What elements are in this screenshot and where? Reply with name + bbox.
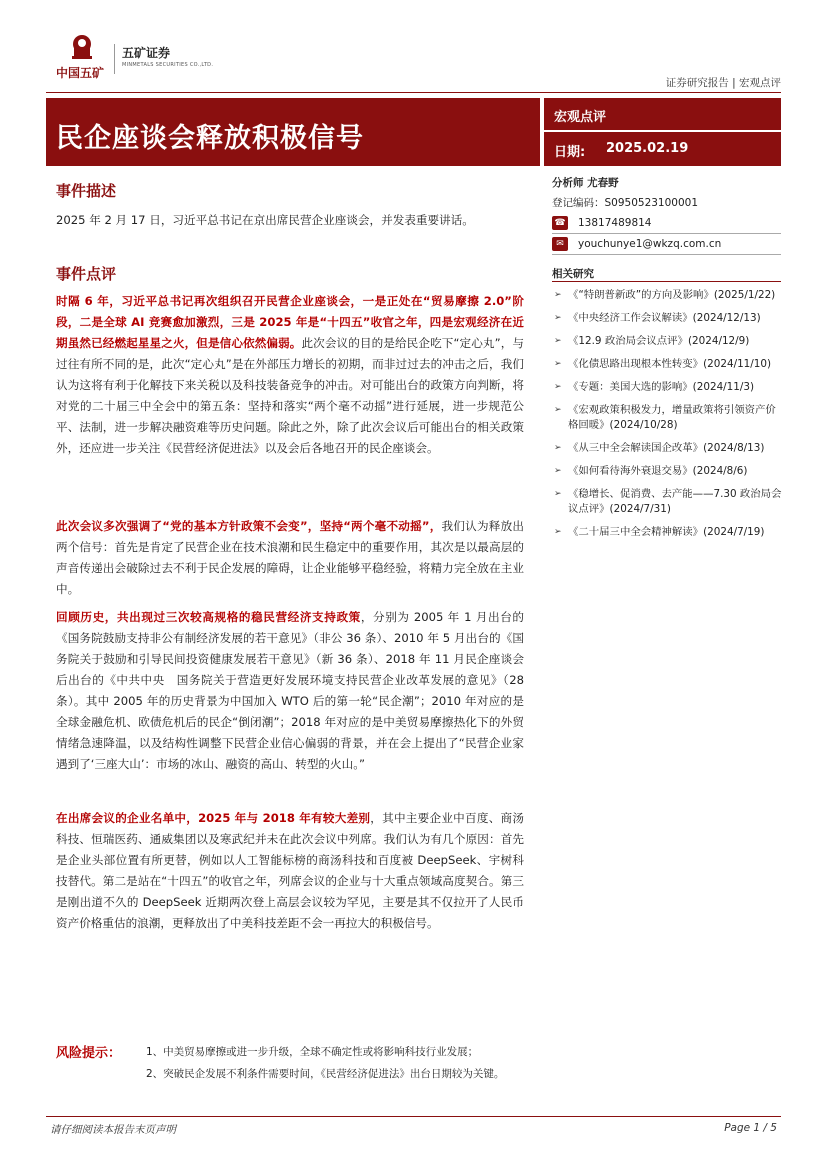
related-research-title: 相关研究 [552,268,594,280]
arrow-bullet-icon: ➢ [554,382,562,392]
risk-label: 风险提示： [56,1046,122,1061]
event-description-heading: 事件描述 [56,182,117,200]
date-label: 日期: [554,145,586,160]
related-item[interactable]: ➢ 《12.9 政治局会议点评》(2024/12/9) [554,335,750,347]
header-divider [46,92,781,93]
side-category: 宏观点评 [554,110,607,125]
arrow-bullet-icon: ➢ [554,489,562,499]
logo-company-name: 五矿证券 [122,46,171,60]
risk-item-1: 1、中美贸易摩擦或进一步升级，全球不确定性或将影响科技行业发展； [146,1046,479,1058]
title-band [46,98,540,166]
company-logo [52,34,212,84]
contact-divider [552,233,781,234]
report-title: 民企座谈会释放积极信号 [56,123,364,154]
analyst-email[interactable]: youchunye1@wkzq.com.cn [578,238,722,250]
arrow-bullet-icon: ➢ [554,359,562,369]
related-item[interactable]: ➢ 《专题：美国大选的影响》(2024/11/3) [554,381,755,393]
related-item[interactable]: ➢ 《宏观政策积极发力，增量政策将引领资产价格回暖》(2024/10/28) [554,404,776,431]
analyst-name: 分析师 尤春野 [552,177,619,189]
highlight-text: 此次会议多次强调了“党的基本方针政策不会变”，坚持“两个毫不动摇”， [56,519,442,533]
arrow-bullet-icon: ➢ [554,336,562,346]
logo-divider [114,44,115,74]
footer-disclaimer: 请仔细阅读本报告末页声明 [50,1124,176,1136]
comment-paragraph-4 [56,808,524,934]
event-description-text: 2025 年 2 月 17 日，习近平总书记在京出席民营企业座谈会，并发表重要讲话。 [56,213,474,227]
report-date: 2025.02.19 [606,141,689,156]
minmetals-emblem-icon [68,34,96,60]
side-category-band [544,98,781,130]
email-row [552,237,782,253]
logo-company-en: MINMETALS SECURITIES CO.,LTD. [122,62,214,68]
highlight-text: 在出席会议的企业名单中，2025 年与 2018 年有较大差别 [56,811,371,825]
arrow-bullet-icon: ➢ [554,290,562,300]
analyst-phone: 13817489814 [578,217,652,229]
contact-divider [552,254,781,255]
related-item[interactable]: ➢ 《如何看待海外衰退交易》(2024/8/6) [554,465,748,477]
phone-row [552,216,782,232]
related-item[interactable]: ➢ 《中央经济工作会议解读》(2024/12/13) [554,312,761,324]
highlight-text: 时隔 6 年，习近平总书记再次组织召开民营企业座谈会，一是正处在“贸易摩擦 2.0”阶段，二是全球 AI 竞赛愈加激烈，三是 2025 年是“十四五”收官之年，四是宏观经济在近期虽然已经燃起星星之火，但是信心依然偏弱。 [56,294,524,350]
email-icon: ✉ [552,237,568,251]
body-text: ，其中主要企业中百度、商汤科技、恒瑞医药、通威集团以及寒武纪并未在此次会议中列席。我们认为有几个原因：首先是企业头部位置有所更替，例如以人工智能标榜的商汤科技和百度被 DeepSeek、宇树科技替代。第二是站在“十四五”的收官之年，列席会议的企业与十大重点领域高度契合。第三是刚出道不久的 DeepSeek 近期两次登上高层会议较为罕见，主要是其不仅拉开了人民币资产价格重估的浪潮，更释放出了中美科技差距不会一再拉大的积极信号。 [56,811,524,930]
logo-group-name: 中国五矿 [56,66,105,80]
arrow-bullet-icon: ➢ [554,527,562,537]
related-item[interactable]: ➢ 《稳增长、促消费、去产能——7.30 政治局会议点评》(2024/7/31) [554,488,782,515]
phone-icon: ☎ [552,216,568,230]
side-date-band [544,132,781,166]
body-text: 我们认为释放出两个信号：首先是肯定了民营企业在技术浪潮和民生稳定中的重要作用，其次是以最高层的声音传递出会破除过去不利于民企发展的障碍，让企业能够平稳经验，将精力完全放在主业中。 [56,519,524,596]
related-research-divider [552,281,781,282]
arrow-bullet-icon: ➢ [554,443,562,453]
body-text: ，分别为 2005 年 1 月出台的《国务院鼓励支持非公有制经济发展的若干意见》（非公 36 条）、2010 年 5 月出台的《国务院关于鼓励和引导民间投资健康发展若干意见》（新 36 条）、2018 年 11 月民企座谈会后出台的《中共中央 国务院关于营造更好发展环境支持民营企业改革发展的意见》（28 条）。其中 2005 年的历史背景为中国加入 WTO 后的第一轮“民企潮”；2010 年对应的是全球金融危机、欧债危机后的民企“倒闭潮”；2018 年对应的是中美贸易摩擦热化下的外贸情绪急速降温，以及结构性调整下民营企业信心偏弱的背景，并在会上提出了“民营企业家遇到了‘三座大山’：市场的冰山、融资的高山、转型的火山。” [56,610,524,771]
analyst-registration: 登记编码：S0950523100001 [552,197,699,209]
related-item[interactable]: ➢ 《从三中全会解读国企改革》(2024/8/13) [554,442,765,454]
arrow-bullet-icon: ➢ [554,466,562,476]
event-comment-heading: 事件点评 [56,265,117,283]
report-type: 证券研究报告 | 宏观点评 [665,77,781,89]
comment-paragraph-1 [56,291,524,459]
arrow-bullet-icon: ➢ [554,313,562,323]
arrow-bullet-icon: ➢ [554,405,562,415]
risk-item-2: 2、突破民企发展不利条件需要时间，《民营经济促进法》出台日期较为关键。 [146,1068,505,1080]
related-item[interactable]: ➢ 《化债思路出现根本性转变》(2024/11/10) [554,358,772,370]
footer-divider [46,1116,781,1117]
related-item[interactable]: ➢ 《“特朗普新政”的方向及影响》(2025/1/22) [554,289,776,301]
highlight-text: 回顾历史，共出现过三次较高规格的稳民营经济支持政策 [56,610,361,624]
comment-paragraph-3 [56,607,524,775]
comment-paragraph-2 [56,516,524,600]
related-item[interactable]: ➢ 《二十届三中全会精神解读》(2024/7/19) [554,526,765,538]
related-research-list [552,288,784,548]
page-number: Page 1 / 5 [724,1122,777,1134]
body-text: 此次会议的目的是给民企吃下“定心丸”，与过往有所不同的是，此次“定心丸”是在外部压力增长的初期，而非过过去的冲击之后，我们认为这将有利于化解技下来关税以及科技装备竞争的冲击。对可能出台的政策方向判断，将对党的二十届三中全会中的第五条：坚持和落实“两个毫不动摇”进行延展，进一步规范公平、法制，进一步解决融资难等历史问题。除此之外，除了此次会议后可能出台的相关政策外，还应进一步关注《民营经济促进法》以及会后各地召开的民企座谈会。 [56,336,524,455]
